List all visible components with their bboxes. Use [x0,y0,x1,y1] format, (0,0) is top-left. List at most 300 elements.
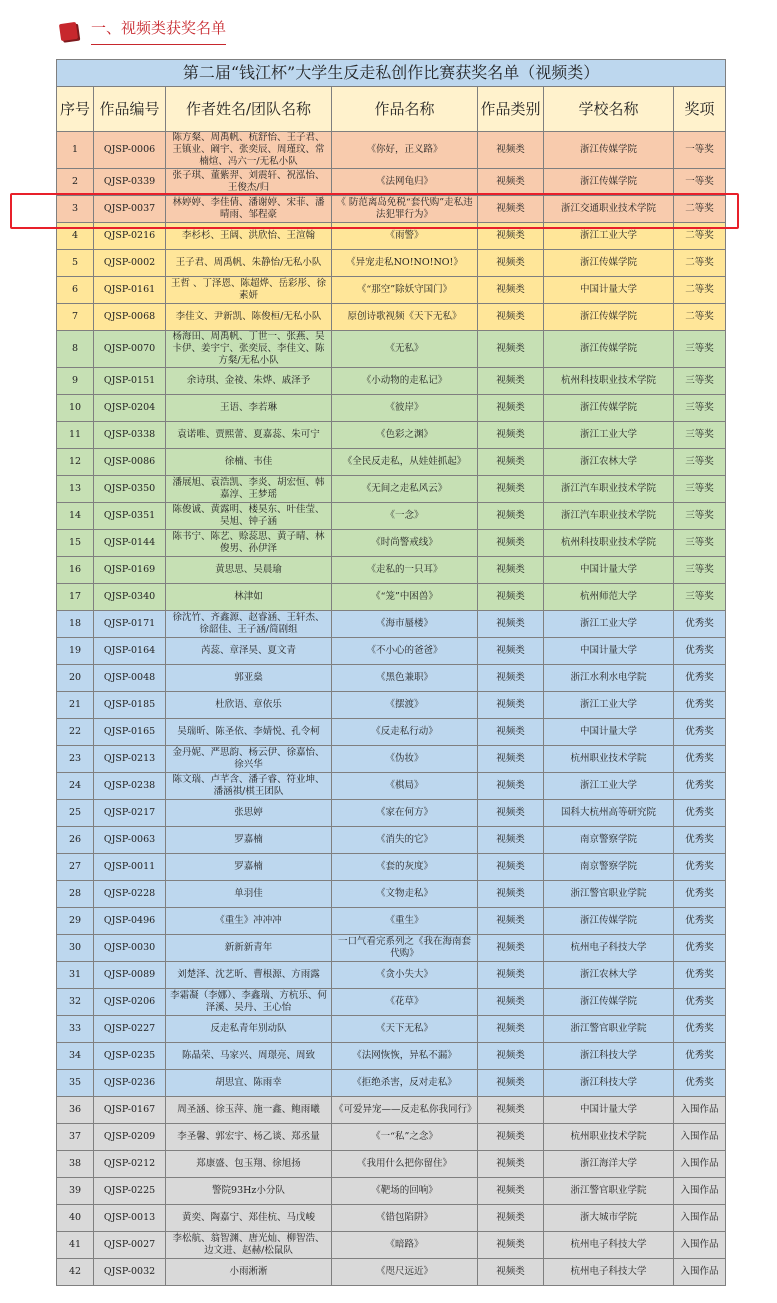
row-no: 11 [57,422,94,449]
row-code: QJSP-0027 [94,1232,166,1259]
row-no: 25 [57,800,94,827]
row-authors: 徐沈竹、齐鑫源、赵睿涵、王轩杰、徐韶佳、王子涵/简剧组 [166,611,332,638]
row-code: QJSP-0204 [94,395,166,422]
row-category: 视频类 [478,584,544,611]
row-category: 视频类 [478,395,544,422]
row-code: QJSP-0169 [94,557,166,584]
row-award: 三等奖 [674,584,726,611]
row-school: 浙江传媒学院 [544,250,674,277]
row-authors: 王哲 、丁泽恩、陈超烨、岳彩彤、徐素妍 [166,277,332,304]
row-award: 优秀奖 [674,1043,726,1070]
row-no: 3 [57,196,94,223]
row-authors: 金丹妮、严思韵、杨云伊、徐嘉怡、徐兴华 [166,746,332,773]
row-no: 31 [57,962,94,989]
header-school: 学校名称 [544,87,674,132]
row-authors: 王子君、周禹帆、朱静怡/无私小队 [166,250,332,277]
row-code: QJSP-0165 [94,719,166,746]
row-authors: 杜欣语、章依乐 [166,692,332,719]
row-code: QJSP-0171 [94,611,166,638]
row-no: 28 [57,881,94,908]
row-authors: 余诗琪、金祾、朱烨、戚泽予 [166,368,332,395]
row-authors: 杨海田、周禹帆、丁世一、张燕、吴卡伊、姜宇宁、张奕辰、李佳文、陈方粲/无私小队 [166,331,332,368]
row-no: 22 [57,719,94,746]
row-no: 26 [57,827,94,854]
row-category: 视频类 [478,638,544,665]
header-code: 作品编号 [94,87,166,132]
row-no: 5 [57,250,94,277]
row-school: 浙江传媒学院 [544,132,674,169]
row-authors: 黄奕、陶嘉宁、郑佳杭、马戊峻 [166,1205,332,1232]
row-no: 16 [57,557,94,584]
row-school: 杭州职业技术学院 [544,1124,674,1151]
row-category: 视频类 [478,304,544,331]
row-authors: 李佳文、尹新凯、陈俊桓/无私小队 [166,304,332,331]
row-category: 视频类 [478,773,544,800]
row-no: 35 [57,1070,94,1097]
table-row [57,250,726,277]
header-award: 奖项 [674,87,726,132]
row-award: 一等奖 [674,169,726,196]
row-no: 29 [57,908,94,935]
row-no: 38 [57,1151,94,1178]
row-work-title: 原创诗歌视频《天下无私》 [332,304,478,331]
row-no: 30 [57,935,94,962]
row-school: 浙江汽车职业技术学院 [544,476,674,503]
row-no: 12 [57,449,94,476]
row-code: QJSP-0216 [94,223,166,250]
row-category: 视频类 [478,827,544,854]
row-award: 优秀奖 [674,638,726,665]
table-body [57,132,726,1286]
row-authors: 陈俊诚、黄露明、楼昊东、叶佳莹、吴旭、钟子涵 [166,503,332,530]
row-category: 视频类 [478,800,544,827]
table-row [57,638,726,665]
row-award: 入围作品 [674,1151,726,1178]
row-code: QJSP-0037 [94,196,166,223]
row-work-title: 《时尚警戒线》 [332,530,478,557]
row-code: QJSP-0209 [94,1124,166,1151]
table-row [57,1097,726,1124]
row-authors: 林津如 [166,584,332,611]
row-work-title: 《贪小失大》 [332,962,478,989]
row-category: 视频类 [478,503,544,530]
row-work-title: 《 防范离岛免税“套代购”走私违法犯罪行为》 [332,196,478,223]
row-code: QJSP-0167 [94,1097,166,1124]
table-row [57,773,726,800]
header-no: 序号 [57,87,94,132]
row-authors: 李圣馨、郭宏宇、杨乙谈、郑丞量 [166,1124,332,1151]
row-code: QJSP-0338 [94,422,166,449]
row-work-title: 《套的灰度》 [332,854,478,881]
row-category: 视频类 [478,1232,544,1259]
row-no: 27 [57,854,94,881]
row-award: 入围作品 [674,1259,726,1286]
row-award: 优秀奖 [674,1070,726,1097]
row-award: 二等奖 [674,277,726,304]
row-award: 入围作品 [674,1232,726,1259]
row-code: QJSP-0236 [94,1070,166,1097]
row-code: QJSP-0217 [94,800,166,827]
table-row [57,989,726,1016]
row-authors: 反走私青年别动队 [166,1016,332,1043]
row-work-title: 一口气看完系列之《我在海南套代购》 [332,935,478,962]
row-authors: 周圣涵、徐玉萍、施一鑫、鲍雨曦 [166,1097,332,1124]
table-title-row [57,60,726,87]
row-award: 三等奖 [674,557,726,584]
row-code: QJSP-0086 [94,449,166,476]
row-authors: 徐楠、韦佳 [166,449,332,476]
row-category: 视频类 [478,719,544,746]
row-school: 浙江传媒学院 [544,331,674,368]
row-work-title: 《重生》 [332,908,478,935]
row-authors: 陈方粲、周禹帆、杭舒怡、王子君、王镇业、阚宇、张奕辰、周瑾玟、常楠煊、冯六一/无私小队 [166,132,332,169]
row-school: 浙江工业大学 [544,223,674,250]
table-row [57,557,726,584]
row-authors: 张思婷 [166,800,332,827]
section-title: 一、视频类获奖名单 [91,17,226,45]
row-school: 浙江海洋大学 [544,1151,674,1178]
table-row [57,854,726,881]
table-row [57,277,726,304]
row-category: 视频类 [478,422,544,449]
row-school: 浙江传媒学院 [544,304,674,331]
awards-table [56,59,726,1286]
row-school: 浙江汽车职业技术学院 [544,503,674,530]
row-category: 视频类 [478,1178,544,1205]
row-award: 二等奖 [674,250,726,277]
row-category: 视频类 [478,331,544,368]
row-no: 39 [57,1178,94,1205]
table-row [57,1259,726,1286]
row-authors: 吴瑞昕、陈圣依、李婧悦、孔令柯 [166,719,332,746]
row-award: 三等奖 [674,331,726,368]
table-row [57,331,726,368]
row-school: 中国计量大学 [544,719,674,746]
row-authors: 陈书宁、陈艺、赊蕊思、黄子晴、林俊男、孙伊泽 [166,530,332,557]
row-school: 浙江水利水电学院 [544,665,674,692]
row-school: 浙江工业大学 [544,773,674,800]
row-code: QJSP-0213 [94,746,166,773]
row-work-title: 《小动物的走私记》 [332,368,478,395]
row-no: 15 [57,530,94,557]
row-work-title: 《彼岸》 [332,395,478,422]
row-work-title: 《花草》 [332,989,478,1016]
row-category: 视频类 [478,1124,544,1151]
table-row [57,1151,726,1178]
row-category: 视频类 [478,665,544,692]
table-row [57,449,726,476]
row-authors: 李杉杉、王阔、洪欣怡、王渲翰 [166,223,332,250]
table-row [57,503,726,530]
row-authors: 罗嘉楠 [166,827,332,854]
table-row [57,827,726,854]
row-code: QJSP-0351 [94,503,166,530]
row-school: 杭州师范大学 [544,584,674,611]
row-code: QJSP-0002 [94,250,166,277]
row-award: 一等奖 [674,132,726,169]
row-school: 浙江警官职业学院 [544,881,674,908]
row-work-title: 《错包陷阱》 [332,1205,478,1232]
row-authors: 林婷婷、李佳倩、潘谢婷、宋菲、潘晴雨、邹程豪 [166,196,332,223]
table-row [57,304,726,331]
table-row [57,665,726,692]
row-award: 优秀奖 [674,665,726,692]
table-row [57,800,726,827]
row-work-title: 《一“私”之念》 [332,1124,478,1151]
row-award: 优秀奖 [674,881,726,908]
row-code: QJSP-0070 [94,331,166,368]
row-category: 视频类 [478,1070,544,1097]
row-category: 视频类 [478,196,544,223]
row-code: QJSP-0206 [94,989,166,1016]
row-code: QJSP-0068 [94,304,166,331]
row-school: 中国计量大学 [544,557,674,584]
table-row [57,935,726,962]
row-award: 二等奖 [674,304,726,331]
table-row [57,692,726,719]
row-award: 三等奖 [674,503,726,530]
row-award: 优秀奖 [674,827,726,854]
row-authors: 李松航、翁智渊、唐光灿、柳智浩、边文进、赵赫/松鼠队 [166,1232,332,1259]
row-work-title: 《无私》 [332,331,478,368]
row-award: 入围作品 [674,1097,726,1124]
row-award: 三等奖 [674,530,726,557]
row-award: 优秀奖 [674,935,726,962]
row-no: 33 [57,1016,94,1043]
row-authors: 芮蕊、章泽昊、夏文青 [166,638,332,665]
row-code: QJSP-0089 [94,962,166,989]
row-category: 视频类 [478,250,544,277]
table-row [57,476,726,503]
row-code: QJSP-0225 [94,1178,166,1205]
row-category: 视频类 [478,935,544,962]
row-award: 三等奖 [674,422,726,449]
header-authors: 作者姓名/团队名称 [166,87,332,132]
row-authors: 张子琪、董紫羿、刘震轩、祝泓怡、王俊杰/归 [166,169,332,196]
row-no: 21 [57,692,94,719]
row-school: 中国计量大学 [544,277,674,304]
header-category: 作品类别 [478,87,544,132]
row-code: QJSP-0339 [94,169,166,196]
row-category: 视频类 [478,962,544,989]
row-award: 优秀奖 [674,611,726,638]
row-award: 优秀奖 [674,854,726,881]
row-no: 7 [57,304,94,331]
row-authors: 罗嘉楠 [166,854,332,881]
row-code: QJSP-0212 [94,1151,166,1178]
row-award: 优秀奖 [674,962,726,989]
table-row [57,962,726,989]
row-school: 南京警察学院 [544,827,674,854]
row-work-title: 《咫尺远近》 [332,1259,478,1286]
table-row [57,1232,726,1259]
row-work-title: 《不小心的爸爸》 [332,638,478,665]
row-authors: 单羽佳 [166,881,332,908]
row-school: 中国计量大学 [544,1097,674,1124]
row-no: 23 [57,746,94,773]
row-work-title: 《异宠走私NO!NO!NO!》 [332,250,478,277]
table-row [57,1124,726,1151]
row-work-title: 《暗路》 [332,1232,478,1259]
header-work-title: 作品名称 [332,87,478,132]
row-category: 视频类 [478,277,544,304]
row-authors: 陈文瑞、卢芊含、潘子睿、符业坤、潘涵祺/棋王团队 [166,773,332,800]
row-authors: 郑康盛、包玉翔、徐旭扬 [166,1151,332,1178]
row-no: 2 [57,169,94,196]
row-award: 优秀奖 [674,989,726,1016]
row-code: QJSP-0151 [94,368,166,395]
table-row [57,395,726,422]
row-work-title: 《你好，正义路》 [332,132,478,169]
row-category: 视频类 [478,1016,544,1043]
row-no: 42 [57,1259,94,1286]
row-work-title: 《棋局》 [332,773,478,800]
row-work-title: 《伪妆》 [332,746,478,773]
row-code: QJSP-0011 [94,854,166,881]
table-row [57,422,726,449]
row-authors: 小雨淅淅 [166,1259,332,1286]
row-authors: 胡思宜、陈雨幸 [166,1070,332,1097]
row-no: 19 [57,638,94,665]
row-school: 杭州电子科技大学 [544,1259,674,1286]
row-category: 视频类 [478,557,544,584]
row-no: 8 [57,331,94,368]
table-row [57,881,726,908]
table-row [57,1043,726,1070]
row-category: 视频类 [478,989,544,1016]
row-authors: 王语、李若琳 [166,395,332,422]
table-row [57,1070,726,1097]
table-row [57,196,726,223]
row-award: 优秀奖 [674,773,726,800]
row-school: 杭州科技职业技术学院 [544,530,674,557]
row-work-title: 《家在何方》 [332,800,478,827]
row-award: 三等奖 [674,476,726,503]
row-category: 视频类 [478,476,544,503]
row-no: 10 [57,395,94,422]
row-school: 浙江工业大学 [544,611,674,638]
row-category: 视频类 [478,1205,544,1232]
row-school: 浙江科技大学 [544,1043,674,1070]
row-no: 40 [57,1205,94,1232]
row-category: 视频类 [478,169,544,196]
section-marker-icon [59,21,78,40]
row-work-title: 《雨警》 [332,223,478,250]
row-authors: 袁诺唯、贾熙蕾、夏嘉蕊、朱可宁 [166,422,332,449]
row-award: 二等奖 [674,196,726,223]
row-school: 浙江工业大学 [544,692,674,719]
row-work-title: 《拒绝杀害，反对走私》 [332,1070,478,1097]
row-award: 优秀奖 [674,1016,726,1043]
row-no: 17 [57,584,94,611]
row-code: QJSP-0013 [94,1205,166,1232]
row-work-title: 《摆渡》 [332,692,478,719]
row-authors: 新新新青年 [166,935,332,962]
row-code: QJSP-0032 [94,1259,166,1286]
table-title: 第二届“钱江杯”大学生反走私创作比赛获奖名单（视频类） [57,60,726,87]
row-code: QJSP-0063 [94,827,166,854]
row-school: 杭州电子科技大学 [544,935,674,962]
row-code: QJSP-0185 [94,692,166,719]
row-code: QJSP-0238 [94,773,166,800]
row-code: QJSP-0228 [94,881,166,908]
row-school: 杭州科技职业技术学院 [544,368,674,395]
row-code: QJSP-0227 [94,1016,166,1043]
table-row [57,169,726,196]
row-no: 9 [57,368,94,395]
row-authors: 陈晶荣、马家兴、周璟亮、周致 [166,1043,332,1070]
row-no: 37 [57,1124,94,1151]
table-row [57,1178,726,1205]
row-authors: 刘楚泽、沈艺昕、曹根源、方雨露 [166,962,332,989]
row-authors: 郭亚燊 [166,665,332,692]
row-code: QJSP-0161 [94,277,166,304]
row-work-title: 《无间之走私风云》 [332,476,478,503]
row-code: QJSP-0030 [94,935,166,962]
row-work-title: 《靶场的回响》 [332,1178,478,1205]
row-code: QJSP-0350 [94,476,166,503]
row-school: 浙江警官职业学院 [544,1178,674,1205]
row-no: 34 [57,1043,94,1070]
row-award: 入围作品 [674,1205,726,1232]
row-school: 浙江农林大学 [544,962,674,989]
row-work-title: 《法网恢恢，异私不漏》 [332,1043,478,1070]
row-no: 13 [57,476,94,503]
row-award: 入围作品 [674,1178,726,1205]
row-code: QJSP-0340 [94,584,166,611]
row-category: 视频类 [478,692,544,719]
row-no: 6 [57,277,94,304]
row-code: QJSP-0164 [94,638,166,665]
row-category: 视频类 [478,530,544,557]
table-row [57,1016,726,1043]
row-code: QJSP-0144 [94,530,166,557]
table-row [57,223,726,250]
row-school: 浙江传媒学院 [544,989,674,1016]
row-award: 优秀奖 [674,719,726,746]
row-school: 浙江传媒学院 [544,395,674,422]
row-work-title: 《我用什么把你留住》 [332,1151,478,1178]
row-authors: 李霜凝（李娜）、李鑫瑞、方杭乐、何泽溪、吴丹、王心怡 [166,989,332,1016]
row-authors: 警院93Hz小分队 [166,1178,332,1205]
row-work-title: 《消失的它》 [332,827,478,854]
row-work-title: 《全民反走私，从娃娃抓起》 [332,449,478,476]
row-school: 浙江传媒学院 [544,169,674,196]
row-work-title: 《法网龟归》 [332,169,478,196]
row-school: 浙江工业大学 [544,422,674,449]
row-code: QJSP-0006 [94,132,166,169]
row-award: 二等奖 [674,223,726,250]
row-school: 中国计量大学 [544,638,674,665]
row-work-title: 《反走私行动》 [332,719,478,746]
row-work-title: 《一念》 [332,503,478,530]
row-school: 浙江科技大学 [544,1070,674,1097]
row-no: 20 [57,665,94,692]
row-award: 三等奖 [674,368,726,395]
row-school: 浙江传媒学院 [544,908,674,935]
row-school: 杭州电子科技大学 [544,1232,674,1259]
row-no: 14 [57,503,94,530]
row-school: 浙江交通职业技术学院 [544,196,674,223]
row-award: 优秀奖 [674,908,726,935]
row-no: 41 [57,1232,94,1259]
row-category: 视频类 [478,368,544,395]
row-authors: 《重生》冲冲冲 [166,908,332,935]
row-award: 入围作品 [674,1124,726,1151]
row-work-title: 《海市蜃楼》 [332,611,478,638]
row-no: 4 [57,223,94,250]
row-school: 浙大城市学院 [544,1205,674,1232]
